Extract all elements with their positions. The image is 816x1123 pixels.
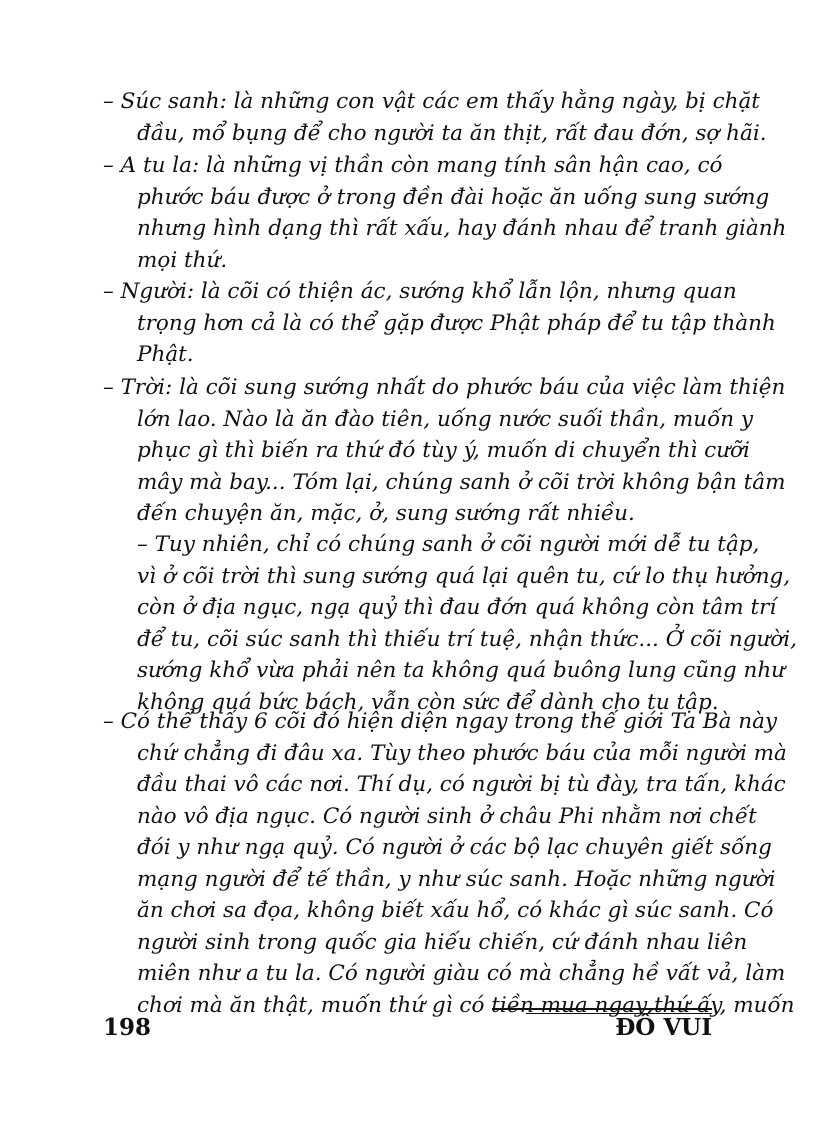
text-line: mọi thứ. (137, 247, 228, 273)
page-number: 198 (103, 1014, 152, 1041)
paragraph-co-the-thay (103, 706, 795, 1021)
text-line: không quá bức bách, vẫn còn sức để dành cho tu tập. (137, 689, 719, 715)
text-line: chơi mà ăn thật, muốn thứ gì có tiền mua ngay thứ ấy, muốn (137, 992, 795, 1018)
paragraph-nguoi (103, 276, 776, 371)
text-line: mây mà bay... Tóm lại, chúng sanh ở cõi trời không bận tâm (137, 469, 786, 495)
text-line: nhưng hình dạng thì rất xấu, hay đánh nhau để tranh giành (137, 216, 787, 241)
paragraph-troi (103, 372, 786, 530)
paragraph-tuy-nhien (103, 529, 797, 718)
text-line: trọng hơn cả là có thể gặp được Phật pháp để tu tập thành (137, 310, 776, 336)
paragraph-a-tu-la (103, 150, 787, 276)
text-line: đến chuyện ăn, mặc, ở, sung sướng rất nhiều. (137, 501, 635, 526)
text-line: – A tu la: là những vị thần còn mang tính sân hận cao, có (103, 153, 723, 178)
running-title: ĐỐ VUI (615, 1014, 712, 1041)
paragraph-suc-sanh (103, 86, 767, 149)
text-line: nào vô địa ngục. Có người sinh ở châu Phi nhằm nơi chết (137, 803, 757, 829)
text-line: – Trời: là cõi sung sướng nhất do phước báu của việc làm thiện (103, 375, 786, 400)
text-line: lớn lao. Nào là ăn đào tiên, uống nước suối thần, muốn y (137, 406, 754, 432)
text-line: đói y như ngạ quỷ. Có người ở các bộ lạc chuyên giết sống (137, 835, 772, 860)
text-line: còn ở địa ngục, ngạ quỷ thì đau đớn quá không còn tâm trí (137, 595, 777, 620)
text-line: phục gì thì biến ra thứ đó tùy ý, muốn di chuyển thì cưỡi (137, 438, 750, 463)
text-line: sướng khổ vừa phải nên ta không quá buông lung cũng như (137, 658, 786, 683)
text-line: miên như a tu la. Có người giàu có mà chẳng hề vất vả, làm (137, 961, 786, 986)
text-line: đầu thai vô các nơi. Thí dụ, có người bị tù đày, tra tấn, khác (137, 772, 786, 797)
text-line: để tu, cõi súc sanh thì thiếu trí tuệ, nhận thức... Ở cõi người, (137, 626, 797, 652)
text-line: – Súc sanh: là những con vật các em thấy hằng ngày, bị chặt (103, 89, 760, 114)
text-line: mạng người để tế thần, y như súc sanh. Hoặc những người (137, 866, 776, 892)
text-line: – Có thể thấy 6 cõi đó hiện diện ngay trong thế giới Ta Bà này (103, 709, 778, 734)
text-line: chứ chẳng đi đâu xa. Tùy theo phước báu của mỗi người mà (137, 740, 787, 766)
footer-rule (492, 1008, 712, 1010)
text-line: người sinh trong quốc gia hiếu chiến, cứ đánh nhau liên (137, 929, 748, 955)
text-line: ăn chơi sa đọa, không biết xấu hổ, có khác gì súc sanh. Có (137, 898, 774, 923)
text-line: đầu, mổ bụng để cho người ta ăn thịt, rất đau đớn, sợ hãi. (137, 120, 767, 146)
text-line: – Tuy nhiên, chỉ có chúng sanh ở cõi người mới dễ tu tập, (137, 532, 760, 557)
text-line: vì ở cõi trời thì sung sướng quá lại quên tu, cứ lo thụ hưởng, (137, 563, 791, 589)
text-line: phước báu được ở trong đền đài hoặc ăn uống sung sướng (137, 184, 770, 210)
text-line: Phật. (137, 342, 194, 367)
text-line: – Người: là cõi có thiện ác, sướng khổ lẫn lộn, nhưng quan (103, 279, 737, 304)
